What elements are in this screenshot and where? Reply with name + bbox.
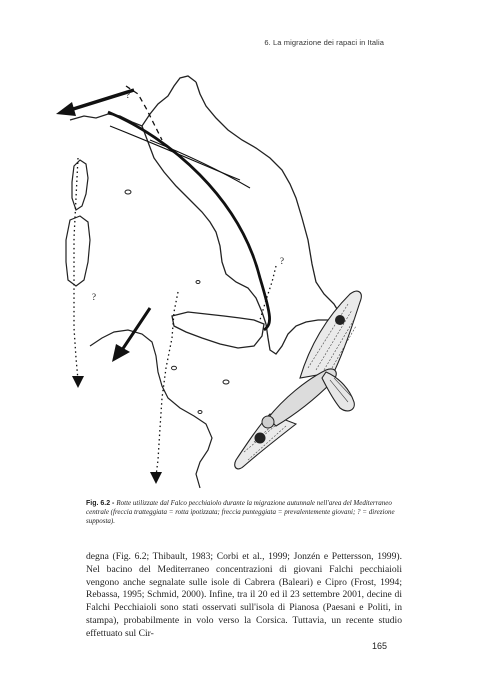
running-head: 6. La migrazione dei rapaci in Italia bbox=[264, 38, 384, 47]
island-lampedusa bbox=[198, 411, 202, 414]
arrowhead-sardinia-icon bbox=[72, 376, 84, 388]
route-dotted-sardinia bbox=[74, 158, 78, 380]
map-question-mark-north: ? bbox=[126, 90, 130, 100]
body-paragraph: degna (Fig. 6.2; Thibault, 1983; Corbi et al., 1999; Jonzén e Pettersson, 1999). Nel bacino del Mediterraneo concentrazioni di giovani Falchi pecchiaioli vengono anche segnalate sulle isole di Cabrera (Baleari) e Cipro (Frost, 1994; Rebassa, 1995; Schmid, 2000). Infine, tra il 20 ed il 23 settembre 2001, decine di Falchi Pecchiaioli sono stati osservati sull'isola di Pianosa (Paesani e Politi, in stampa), probabilmente in volo verso la Corsica. Tuttavia, un recente studio effettuato sul Cir- bbox=[86, 551, 402, 639]
arrowhead-tunisia-icon bbox=[112, 344, 130, 362]
figure-migration-map bbox=[50, 68, 420, 492]
figure-caption bbox=[86, 499, 404, 526]
coastline-adriatic bbox=[196, 82, 346, 322]
coastline-north bbox=[70, 76, 196, 126]
route-arrow-west bbox=[70, 90, 134, 110]
honey-buzzard-illustration bbox=[235, 291, 362, 469]
map-question-mark-south: ? bbox=[92, 292, 96, 302]
coastline-tyrrhenian bbox=[142, 126, 266, 324]
migration-map-illustration bbox=[50, 68, 420, 492]
island-elba bbox=[125, 190, 131, 194]
arrowhead-west-icon bbox=[56, 102, 76, 116]
route-dotted-sicily-south bbox=[156, 292, 178, 476]
island-ustica bbox=[196, 281, 200, 284]
island-sardinia bbox=[66, 216, 90, 286]
body-text bbox=[86, 551, 402, 641]
route-arrow-tunisia bbox=[122, 308, 150, 350]
island-pantelleria bbox=[172, 366, 177, 370]
route-main-solid bbox=[108, 112, 270, 330]
page-number: 165 bbox=[372, 641, 388, 651]
island-corsica bbox=[72, 160, 88, 210]
coastline-north-africa bbox=[90, 330, 212, 488]
figure-caption-label: Fig. 6.2 - bbox=[86, 500, 117, 507]
arrowhead-south-icon bbox=[150, 472, 162, 484]
map-question-mark-calabria: ? bbox=[280, 256, 284, 266]
island-malta bbox=[223, 380, 229, 384]
island-sicily bbox=[172, 312, 264, 348]
figure-caption-text: Rotte utilizzate dal Falco pecchiaiolo durante la migrazione autunnale nell'area del Mediterraneo centrale (freccia tratteggiata = rotta ipotizzata; freccia punteggiata = prevalentemente giovani; ? = direzione supposta). bbox=[86, 499, 395, 525]
route-central-crossing-2 bbox=[150, 140, 250, 188]
